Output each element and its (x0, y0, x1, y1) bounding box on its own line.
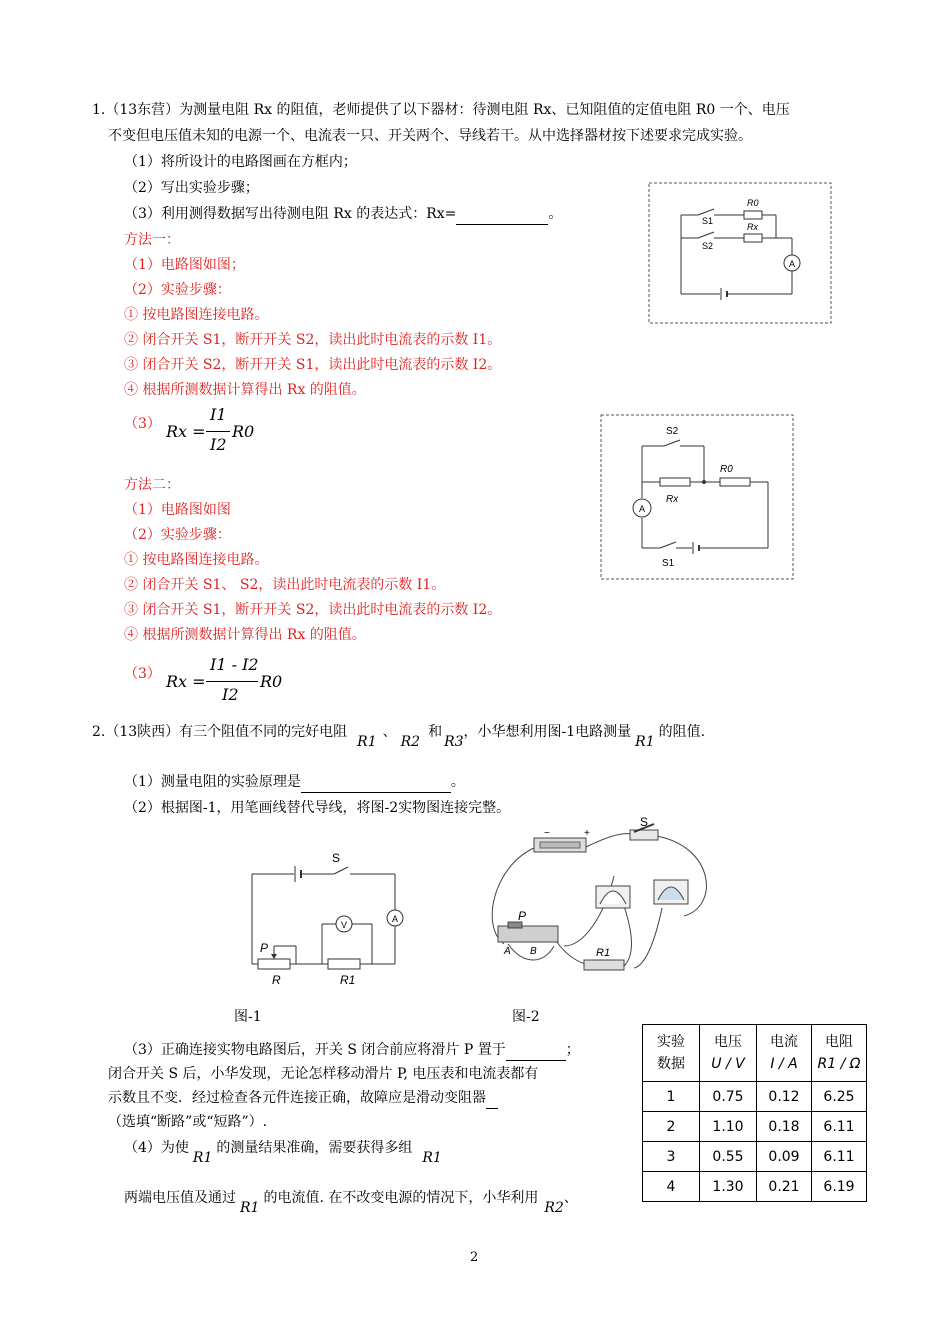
table-cell: 0.12 (757, 1082, 812, 1112)
r1-label: R1 (340, 973, 356, 987)
q2-prompt-3a-end: ； (565, 1042, 580, 1058)
header-text: 数据 (657, 1056, 685, 1072)
table-cell: 0.18 (757, 1112, 812, 1142)
header-unit: I / A (770, 1056, 798, 1072)
circuit-figure-1 (244, 846, 416, 990)
switch-label: S (640, 816, 649, 829)
header-unit: U / V (711, 1056, 745, 1072)
method2-step-c: ③ 闭合开关 S1，断开开关 S2，读出此时电流表的示数 I2。 (124, 602, 502, 618)
battery-cell (540, 842, 580, 848)
figure-2-caption: 图-2 (512, 1009, 540, 1025)
table-cell: 0.75 (700, 1082, 757, 1112)
q2-prompt-3b: 闭合开关 S 后，小华发现，无论怎样移动滑片 P, 电压表和电流表都有 (108, 1066, 539, 1082)
q2-prompt-5-text-b: 的电流值. 在不改变电源的情况下，小华利用 (263, 1190, 539, 1206)
method1-step-c: ③ 闭合开关 S2，断开开关 S1，读出此时电流表的示数 I2。 (124, 357, 502, 373)
slider-label: P (518, 909, 527, 923)
header-trial (643, 1025, 700, 1082)
method2-title: 方法二： (124, 477, 180, 493)
q2-prompt-1-end: 。 (450, 774, 465, 790)
junction-dot (702, 480, 706, 484)
q1-answer-blank[interactable] (456, 204, 548, 225)
q2-p4-r1b: R1 (422, 1150, 442, 1166)
method2-step-2: （2）实验步骤： (124, 527, 231, 543)
method1-formula-label: （3） (124, 416, 161, 432)
q2-prompt-4-text: （4）为使 (124, 1140, 189, 1156)
q2-prompt-4 (124, 1138, 442, 1166)
fraction-bar (206, 681, 258, 682)
formula-numerator: I1 - I2 (210, 655, 259, 674)
table-row (643, 1112, 867, 1142)
method2-step-1: （1）电路图如图 (124, 502, 231, 518)
s1-label: S1 (662, 558, 675, 569)
page-number: 2 (470, 1250, 479, 1265)
q2-r1: R1 (357, 734, 377, 750)
header-text: 电流 (770, 1034, 798, 1050)
table-cell: 6.19 (812, 1172, 867, 1202)
method2-formula-label: （3） (124, 666, 161, 682)
rheostat (258, 959, 290, 969)
q2-prompt-3a-text: （3）正确连接实物电路图后，开关 S 闭合前应将滑片 P 置于 (124, 1042, 506, 1058)
header-text: 电压 (714, 1034, 742, 1050)
s2-label: S2 (666, 426, 679, 437)
rx-label: Rx (666, 494, 679, 505)
dashed-frame (601, 415, 793, 579)
method2-formula (166, 655, 306, 707)
r1-resistor (328, 959, 360, 969)
q1-line2: 不变但电压值未知的电源一个、电流表一只、开关两个、导线若干。从中选择器材按下述要求完成实验。 (108, 128, 752, 144)
q2-prompt-3c-text: 示数且不变．经过检查各元件连接正确，故障应是滑动变阻器 (108, 1090, 486, 1106)
q2-prompt-5-text: 两端电压值及通过 (124, 1190, 236, 1206)
formula-lhs: Rx = (166, 672, 206, 691)
method1-step-2: （2）实验步骤： (124, 282, 231, 298)
formula-numerator: I1 (210, 405, 227, 424)
formula-lhs: Rx = (166, 422, 206, 441)
header-current (757, 1025, 812, 1082)
table-cell: 2 (643, 1112, 700, 1142)
method2-step-b: ② 闭合开关 S1、 S2，读出此时电流表的示数 I1。 (124, 577, 446, 593)
plus-terminal: + (584, 828, 590, 839)
circuit-diagram-method1 (648, 182, 832, 324)
r0-label: R0 (720, 464, 733, 475)
header-voltage (700, 1025, 757, 1082)
header-text: 电阻 (825, 1034, 853, 1050)
table-cell: 0.21 (757, 1172, 812, 1202)
table-cell: 6.11 (812, 1142, 867, 1172)
table-cell: 6.25 (812, 1082, 867, 1112)
slider-label: P (260, 941, 269, 955)
formula-tail: R0 (260, 672, 283, 691)
table-row (643, 1142, 867, 1172)
table-cell: 0.55 (700, 1142, 757, 1172)
q1-prompt-3-text: （3）利用测得数据写出待测电阻 Rx 的表达式：Rx= (124, 206, 457, 222)
q2-r2: R2 (400, 734, 421, 750)
q2-sep: 、 (382, 724, 397, 740)
q2-p4-r1: R1 (192, 1150, 213, 1166)
q2-prompt-2: （2）根据图-1，用笔画线替代导线，将图-2实物图连接完整。 (124, 800, 511, 816)
slider-arrow (271, 954, 277, 959)
terminal-b-label: B (530, 946, 537, 957)
q1-prompt-3-end: 。 (548, 206, 563, 222)
table-cell: 1 (643, 1082, 700, 1112)
method1-step-1: （1）电路图如图； (124, 257, 245, 273)
q2-prompt-5-end: 、 (563, 1190, 578, 1206)
q2-prompt-5 (124, 1188, 578, 1216)
table-cell: 1.30 (700, 1172, 757, 1202)
table-header-row (643, 1025, 867, 1082)
rx-resistor (660, 478, 690, 486)
terminal-a-label: A (504, 946, 511, 957)
q1-prompt-1: （1）将所设计的电路图画在方框内； (124, 154, 357, 170)
q2-prompt-3c (108, 1088, 498, 1109)
q2-prompt-1-text: （1）测量电阻的实验原理是 (124, 774, 301, 790)
q2-p5-r2: R2 (544, 1200, 564, 1216)
s1-label: S1 (702, 216, 714, 226)
q2-slider-blank[interactable] (506, 1040, 566, 1061)
switch-label: S (332, 851, 341, 865)
q2-prompt-1 (124, 772, 465, 793)
method1-step-b: ② 闭合开关 S1，断开开关 S2，读出此时电流表的示数 I1。 (124, 332, 502, 348)
ammeter-label: A (638, 504, 646, 514)
circuit-figure-2 (484, 816, 720, 988)
rheostat-label: R (272, 973, 281, 987)
table-cell: 1.10 (700, 1112, 757, 1142)
q2-intro: 2.（13陕西）有三个阻值不同的完好电阻 (92, 724, 348, 740)
circuit-diagram-method2 (600, 414, 794, 580)
table-row (643, 1172, 867, 1202)
formula-denominator: I2 (222, 685, 239, 704)
q2-intro-b: ，小华想利用图-1电路测量 (463, 724, 632, 740)
rx-resistor (744, 234, 762, 242)
method1-title: 方法一： (124, 232, 180, 248)
figure-1-caption: 图-1 (234, 1009, 262, 1025)
q2-fault-blank[interactable] (486, 1088, 498, 1109)
method1-step-d: ④ 根据所测数据计算得出 Rx 的阻值。 (124, 382, 366, 398)
method1-formula (166, 405, 286, 457)
method2-step-a: ① 按电路图连接电路。 (124, 552, 269, 568)
ammeter-label: A (788, 259, 796, 269)
formula-tail: R0 (232, 422, 255, 441)
experiment-data-table (642, 1024, 867, 1202)
table-cell: 4 (643, 1172, 700, 1202)
rx-label: Rx (747, 222, 758, 232)
q2-line1 (92, 722, 706, 750)
ammeter-label: A (391, 914, 399, 924)
method2-step-d: ④ 根据所测数据计算得出 Rx 的阻值。 (124, 627, 366, 643)
q2-and: 和 (428, 724, 443, 740)
r0-resistor (744, 211, 762, 219)
fraction-bar (206, 431, 230, 432)
q2-principle-blank[interactable] (301, 772, 451, 793)
s2-label: S2 (702, 241, 714, 251)
r1-resistor-body (584, 960, 624, 970)
voltmeter-label: V (340, 920, 348, 930)
method1-step-a: ① 按电路图连接电路。 (124, 307, 269, 323)
header-resistance (812, 1025, 867, 1082)
header-text: 实验 (657, 1034, 685, 1050)
table-row (643, 1082, 867, 1112)
table-cell: 6.11 (812, 1112, 867, 1142)
formula-denominator: I2 (210, 435, 227, 454)
rheostat-body (498, 926, 558, 942)
q2-prompt-3a (124, 1040, 580, 1061)
dashed-frame (649, 183, 831, 323)
r0-resistor (720, 478, 750, 486)
table-cell: 0.09 (757, 1142, 812, 1172)
q1-prompt-3 (124, 204, 562, 225)
q2-r1b: R1 (635, 734, 655, 750)
q2-intro-c: 的阻值. (658, 724, 706, 740)
table-cell: 3 (643, 1142, 700, 1172)
q2-r3: R3 (444, 734, 464, 750)
header-unit: R1 / Ω (817, 1056, 861, 1072)
q1-line1: 1.（13东营）为测量电阻 Rx 的阻值，老师提供了以下器材：待测电阻 Rx、已知阻值的定值电阻 R0 一个、电压 (92, 102, 790, 118)
r0-label: R0 (747, 198, 759, 208)
r1-label: R1 (596, 947, 611, 959)
q2-prompt-3d: （选填“断路”或“短路”）. (108, 1114, 268, 1130)
q2-prompt-4-text-b: 的测量结果准确，需要获得多组 (216, 1140, 413, 1156)
q1-prompt-2: （2）写出实验步骤； (124, 180, 259, 196)
minus-terminal: − (544, 828, 550, 839)
q2-p5-r1: R1 (240, 1200, 260, 1216)
